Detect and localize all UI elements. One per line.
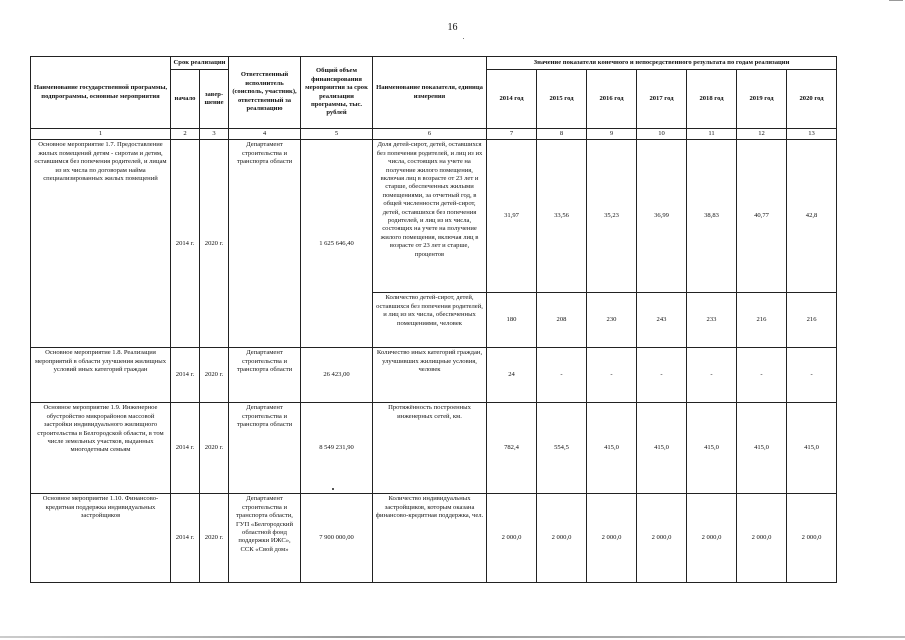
scan-speck	[332, 488, 334, 490]
table-row	[31, 140, 837, 293]
executor-cell: Департамент строительства и транспорта области, ГУП «Белгородский областной фонд поддержки ИЖС», ССК «Свой дом»	[229, 494, 301, 583]
value-cell: -	[687, 348, 737, 403]
value-cell: -	[737, 348, 787, 403]
start-cell: 2014 г.	[171, 494, 200, 583]
start-cell: 2014 г.	[171, 140, 200, 348]
column-numbers-row	[31, 129, 837, 140]
value-cell: 233	[687, 293, 737, 348]
header-row-top	[31, 57, 837, 70]
header-results-group: Значение показателя конечного и непосредственного результата по годам реализации	[487, 57, 837, 70]
col-number: 4	[229, 129, 301, 140]
value-cell: 2 000,0	[787, 494, 837, 583]
header-year-2019: 2019 год	[737, 70, 787, 129]
value-cell: 33,56	[537, 140, 587, 293]
value-cell: 2 000,0	[587, 494, 637, 583]
col-number: 12	[737, 129, 787, 140]
funding-cell: 7 900 000,00	[301, 494, 373, 583]
value-cell: 40,77	[737, 140, 787, 293]
value-cell: 180	[487, 293, 537, 348]
col-number: 6	[373, 129, 487, 140]
results-table	[30, 56, 837, 583]
value-cell: 2 000,0	[487, 494, 537, 583]
header-indicator: Наименование показателя, единица измерения	[373, 57, 487, 129]
indicator-cell: Количество индивидуальных застройщиков, которым оказана финансово-кредитная поддержка, чел.	[373, 494, 487, 583]
scan-speck	[463, 38, 464, 39]
value-cell: -	[537, 348, 587, 403]
header-program-name: Наименование государственной программы, подпрограммы, основные мероприятия	[31, 57, 171, 129]
value-cell: 216	[737, 293, 787, 348]
value-cell: 2 000,0	[687, 494, 737, 583]
page-number: 16	[447, 22, 458, 33]
col-number: 13	[787, 129, 837, 140]
value-cell: -	[787, 348, 837, 403]
col-number: 7	[487, 129, 537, 140]
value-cell: 42,8	[787, 140, 837, 293]
col-number: 11	[687, 129, 737, 140]
value-cell: 24	[487, 348, 537, 403]
program-name-cell: Основное мероприятие 1.8. Реализация мероприятий в области улучшения жилищных условий иных категорий граждан	[31, 348, 171, 403]
value-cell: 415,0	[787, 403, 837, 494]
funding-cell: 1 625 646,40	[301, 140, 373, 348]
col-number: 8	[537, 129, 587, 140]
header-year-2014: 2014 год	[487, 70, 537, 129]
funding-cell: 26 423,00	[301, 348, 373, 403]
indicator-cell: Доля детей-сирот, детей, оставшихся без попечения родителей, и лиц из их числа, состоящих на учете на получение жилого помещения, включая лиц в возрасте от 23 лет и старше, обеспеченных жилыми помещениями, за отчетный год, в общей численности детей-сирот, детей, оставшихся без попечения родителей, и лиц из их числа, состоящих на учете на получение жилого помещения, включая лиц в возрасте от 23 лет и старше, процентов	[373, 140, 487, 293]
program-name-cell: Основное мероприятие 1.9. Инженерное обустройство микрорайонов массовой застройки индивидуального жилищного строительства в Белгородской области, в том числе земельных участков, выданных многодетным семьям	[31, 403, 171, 494]
header-period-group: Срок реализации	[171, 57, 229, 70]
value-cell: 2 000,0	[537, 494, 587, 583]
value-cell: 415,0	[587, 403, 637, 494]
scan-bottom-edge	[0, 636, 905, 638]
value-cell: 230	[587, 293, 637, 348]
value-cell: 216	[787, 293, 837, 348]
start-cell: 2014 г.	[171, 348, 200, 403]
value-cell: 36,99	[637, 140, 687, 293]
header-year-2015: 2015 год	[537, 70, 587, 129]
header-year-2017: 2017 год	[637, 70, 687, 129]
header-period-end: завер-шение	[200, 70, 229, 129]
program-name-cell: Основное мероприятие 1.7. Предоставление жилых помещений детям - сиротам и детям, оставшимся без попечения родителей, и лицам из их числа по договорам найма специализированных жилых помещений	[31, 140, 171, 348]
value-cell: 2 000,0	[737, 494, 787, 583]
value-cell: 782,4	[487, 403, 537, 494]
value-cell: 31,97	[487, 140, 537, 293]
end-cell: 2020 г.	[200, 348, 229, 403]
value-cell: 2 000,0	[637, 494, 687, 583]
value-cell: -	[587, 348, 637, 403]
col-number: 2	[171, 129, 200, 140]
value-cell: 415,0	[687, 403, 737, 494]
col-number: 1	[31, 129, 171, 140]
value-cell: 208	[537, 293, 587, 348]
start-cell: 2014 г.	[171, 403, 200, 494]
executor-cell: Департамент строительства и транспорта области	[229, 348, 301, 403]
header-funding: Общий объем финансирования мероприятия за срок реализации программы, тыс. рублей	[301, 57, 373, 129]
col-number: 3	[200, 129, 229, 140]
header-year-2016: 2016 год	[587, 70, 637, 129]
col-number: 10	[637, 129, 687, 140]
end-cell: 2020 г.	[200, 140, 229, 348]
table-row	[31, 403, 837, 494]
value-cell: 554,5	[537, 403, 587, 494]
indicator-cell: Протяжённость построенных инженерных сетей, км.	[373, 403, 487, 494]
value-cell: 415,0	[637, 403, 687, 494]
value-cell: 243	[637, 293, 687, 348]
value-cell: 38,83	[687, 140, 737, 293]
indicator-cell: Количество детей-сирот, детей, оставшихся без попечения родителей, и лиц из их числа, обеспеченных помещениями, человек	[373, 293, 487, 348]
table-row	[31, 348, 837, 403]
indicator-cell: Количество иных категорий граждан, улучшивших жилищные условия, человек	[373, 348, 487, 403]
executor-cell: Департамент строительства и транспорта области	[229, 403, 301, 494]
header-year-2018: 2018 год	[687, 70, 737, 129]
table-row	[31, 494, 837, 583]
corner-mark	[889, 0, 903, 1]
col-number: 9	[587, 129, 637, 140]
value-cell: 35,23	[587, 140, 637, 293]
value-cell: -	[637, 348, 687, 403]
program-name-cell: Основное мероприятие 1.10. Финансово-кредитная поддержка индивидуальных застройщиков	[31, 494, 171, 583]
header-executor: Ответственный исполнитель (соисполь, участник), ответственный за реализацию	[229, 57, 301, 129]
col-number: 5	[301, 129, 373, 140]
executor-cell: Департамент строительства и транспорта области	[229, 140, 301, 348]
end-cell: 2020 г.	[200, 403, 229, 494]
header-period-start: начало	[171, 70, 200, 129]
header-year-2020: 2020 год	[787, 70, 837, 129]
end-cell: 2020 г.	[200, 494, 229, 583]
funding-cell: 8 549 231,90	[301, 403, 373, 494]
value-cell: 415,0	[737, 403, 787, 494]
